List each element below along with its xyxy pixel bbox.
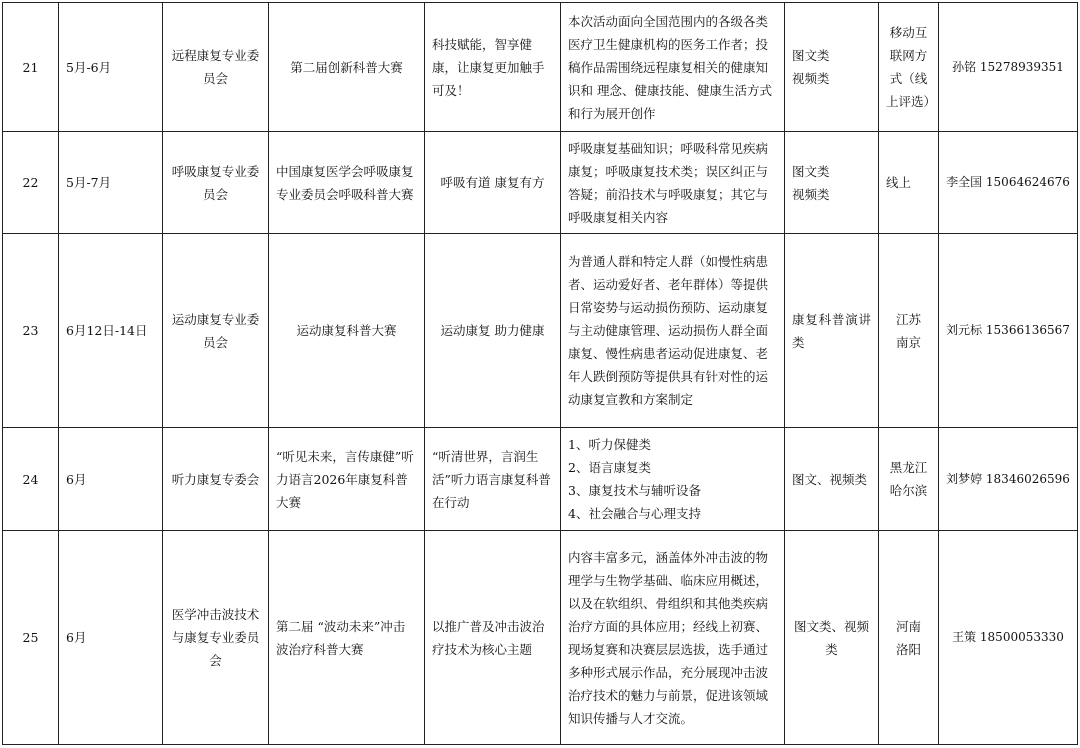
contact-info: 刘元标 15366136567: [939, 234, 1078, 428]
table-row: [3, 132, 1078, 234]
event-content: 本次活动面向全国范围内的各级各类医疗卫生健康机构的医务工作者；投稿作品需围绕远程康复相关的健康知识和 理念、健康技能、健康生活方式和行为展开创作: [561, 3, 785, 132]
event-content: 为普通人群和特定人群（如慢性病患者、运动爱好者、老年群体）等提供日常姿势与运动损伤预防、运动康复与主动健康管理、运动损伤人群全面康复、慢性病患者运动促进康复、老年人跌倒预防等提供具有针对性的运动康复宣教和方案制定: [561, 234, 785, 428]
event-theme: 呼吸有道 康复有方: [425, 132, 561, 234]
event-location: 移动互联网方式（线上评选）: [879, 3, 939, 132]
committee-name: 呼吸康复专业委员会: [163, 132, 269, 234]
committee-name: 医学冲击波技术与康复专业委员会: [163, 531, 269, 745]
event-location: 黑龙江 哈尔滨: [879, 428, 939, 531]
row-number: 22: [3, 132, 59, 234]
event-theme: 以推广普及冲击波治疗技术为核心主题: [425, 531, 561, 745]
event-content-list: [561, 428, 785, 531]
content-list-item: 3、康复技术与辅听设备: [568, 483, 701, 498]
contact-info: 李全国 15064624676: [939, 132, 1078, 234]
event-date: 5月-7月: [59, 132, 163, 234]
event-location: 线上: [879, 132, 939, 234]
content-list-item: 1、听力保健类: [568, 437, 651, 452]
content-list-item: 4、社会融合与心理支持: [568, 506, 701, 521]
committee-name: 运动康复专业委员会: [163, 234, 269, 428]
committee-name: 远程康复专业委员会: [163, 3, 269, 132]
table-row: [3, 3, 1078, 132]
event-location: 河南 洛阳: [879, 531, 939, 745]
event-content: 呼吸康复基础知识；呼吸科常见疾病康复；呼吸康复技术类；误区纠正与答疑；前沿技术与呼吸康复；其它与呼吸康复相关内容: [561, 132, 785, 234]
contact-info: 刘梦婷 18346026596: [939, 428, 1078, 531]
row-number: 23: [3, 234, 59, 428]
event-date: 6月: [59, 428, 163, 531]
row-number: 25: [3, 531, 59, 745]
events-table: [2, 2, 1078, 745]
committee-name: 听力康复专委会: [163, 428, 269, 531]
event-name: “听见未来，言传康健”听力语言2026年康复科普大赛: [269, 428, 425, 531]
event-theme: 科技赋能，智享健康，让康复更加触手可及！: [425, 3, 561, 132]
event-theme: “听清世界，言润生活”听力语言康复科普在行动: [425, 428, 561, 531]
event-name: 第二届 “波动未来”冲击波治疗科普大赛: [269, 531, 425, 745]
event-date: 6月12日-14日: [59, 234, 163, 428]
event-name: 中国康复医学会呼吸康复专业委员会呼吸科普大赛: [269, 132, 425, 234]
event-category: 图文、视频类: [785, 428, 879, 531]
event-theme: 运动康复 助力健康: [425, 234, 561, 428]
event-content: 内容丰富多元，涵盖体外冲击波的物理学与生物学基础、临床应用概述，以及在软组织、骨组织和其他类疾病治疗方面的具体应用；经线上初赛、现场复赛和决赛层层选拔，选手通过多种形式展示作品，充分展现冲击波治疗技术的魅力与前景，促进该领域知识传播与人才交流。: [561, 531, 785, 745]
content-list-item: 2、语言康复类: [568, 460, 651, 475]
contact-info: 孙铭 15278939351: [939, 3, 1078, 132]
event-date: 5月-6月: [59, 3, 163, 132]
table-row: [3, 234, 1078, 428]
event-date: 6月: [59, 531, 163, 745]
event-category: 图文类、视频类: [785, 531, 879, 745]
event-category: 图文类 视频类: [785, 3, 879, 132]
event-name: 运动康复科普大赛: [269, 234, 425, 428]
event-location: 江苏 南京: [879, 234, 939, 428]
event-category: 康复科普演讲类: [785, 234, 879, 428]
event-category: 图文类 视频类: [785, 132, 879, 234]
table-row: [3, 531, 1078, 745]
row-number: 24: [3, 428, 59, 531]
table-row: [3, 428, 1078, 531]
event-name: 第二届创新科普大赛: [269, 3, 425, 132]
row-number: 21: [3, 3, 59, 132]
contact-info: 王策 18500053330: [939, 531, 1078, 745]
